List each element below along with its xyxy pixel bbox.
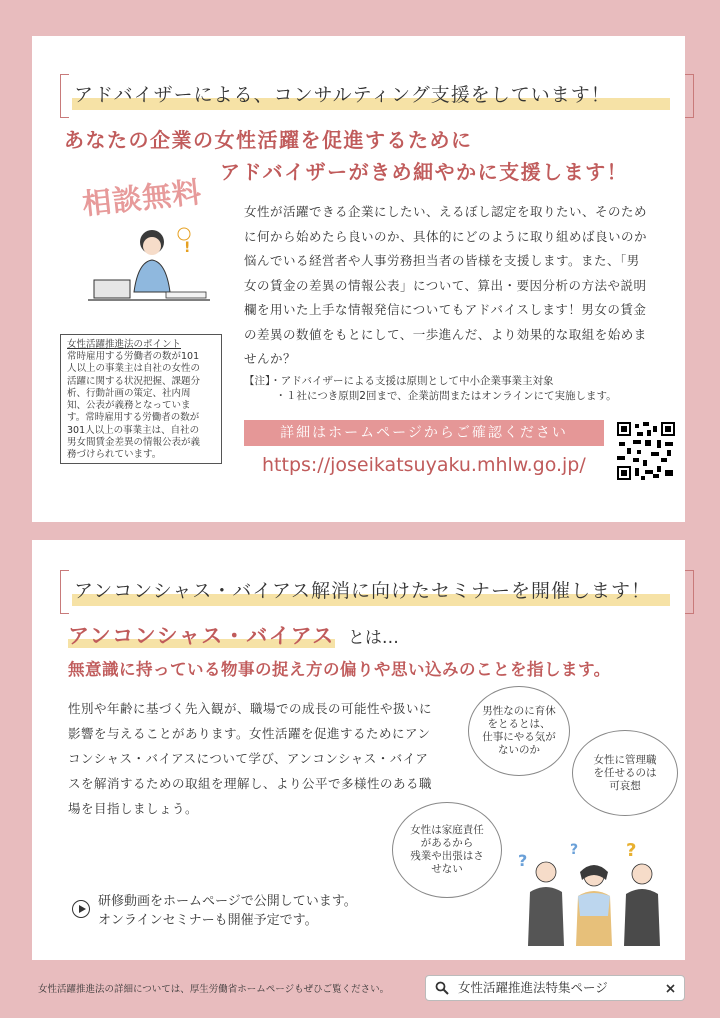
law-point-title: 女性活躍推進法のポイント bbox=[67, 339, 182, 350]
video-info bbox=[98, 892, 357, 930]
law-point-box bbox=[60, 334, 222, 464]
section2-title: アンコンシャス・バイアス解消に向けたセミナーを開催します！ bbox=[74, 580, 652, 602]
consultant-illustration bbox=[84, 222, 214, 312]
search-icon bbox=[435, 981, 449, 995]
bias-bubble-1: 男性なのに育休 をとるとは、 仕事にやる気が ないのか bbox=[468, 686, 570, 776]
video-line-2: オンラインセミナーも開催予定です。 bbox=[98, 913, 318, 928]
svg-text:!: ! bbox=[184, 240, 191, 256]
website-link[interactable]: https://joseikatsuyaku.mhlw.go.jp/ bbox=[262, 454, 586, 476]
footer-text: 女性活躍推進法の詳細については、厚生労働省ホームページもぜひご覧ください。 bbox=[38, 984, 390, 995]
definition-text: 無意識に持っている物事の捉え方の偏りや思い込みのことを指します。 bbox=[68, 660, 611, 679]
section1-title-box bbox=[66, 78, 670, 112]
section1-title: アドバイザーによる、コンサルティング支援をしています！ bbox=[74, 84, 611, 106]
consulting-panel bbox=[32, 36, 685, 522]
qr-code-icon[interactable] bbox=[617, 422, 675, 480]
section1-body: 女性が活躍できる企業にしたい、えるぼし認定を取りたい、そのため に何から始めたら良いのか、具体的にどのように取り組めば良いのか 悩んでいる経営者や人事労務担当者の皆様を支援します。また、「男 女の賃金の差異の情報公表」について、算出・要因分析の方法や説明 欄を用いた上手な情報発信についてもアドバイスします！男女の賃金 の差異の数値をもとにして、一歩進んだ、より効果的な取組を始めま せんか？ bbox=[244, 204, 648, 366]
seminar-panel bbox=[32, 540, 685, 960]
search-box[interactable] bbox=[425, 975, 685, 1001]
bias-bubble-3: 女性は家庭責任 があるから 残業や出張はさ せない bbox=[392, 802, 502, 898]
law-point-body: 常時雇用する労働者の数が101 人以上の事業主は自社の女性の 活躍に関する状況把握、課題分 析、行動計画の策定、社内周 知、公表が義務となっていま す。常時雇用する労働者の数が 301人以上の事業主は、自社の 男女間賃金差異の情報公表が義 務づけられています。 bbox=[67, 351, 201, 461]
term-suffix: とは… bbox=[347, 628, 399, 648]
term-heading bbox=[68, 620, 399, 650]
section2-title-box bbox=[66, 574, 670, 608]
video-line-1: 研修動画をホームページで公開しています。 bbox=[98, 894, 357, 909]
svg-text:?: ? bbox=[570, 842, 579, 858]
headline-line1: あなたの企業の女性活躍を促進するために bbox=[64, 128, 473, 152]
svg-text:?: ? bbox=[626, 840, 637, 861]
headline-line2: アドバイザーがきめ細やかに支援します！ bbox=[220, 160, 629, 184]
svg-text:?: ? bbox=[518, 851, 528, 870]
section1-note: 【注】・アドバイザーによる支援は原則として中小企業事業主対象 ・１社につき原則2回まで、企業訪問またはオンラインにて実施します。 bbox=[244, 375, 617, 402]
bias-bubble-2: 女性に管理職 を任せるのは 可哀想 bbox=[572, 730, 678, 816]
play-video-icon[interactable] bbox=[72, 900, 90, 918]
workers-illustration bbox=[508, 836, 678, 946]
section2-body: 性別や年齢に基づく先入観が、職場での成長の可能性や扱いに 影響を与えることがあります。女性活躍を促進するためにアン コンシャス・バイアスについて学び、アンコンシャス・バイア スを解消するための取組を理解し、より公平で多様性のある職 場を目指しましょう。 bbox=[68, 701, 433, 816]
close-icon[interactable] bbox=[666, 984, 675, 993]
term-word: アンコンシャス・バイアス bbox=[68, 624, 335, 648]
search-text: 女性活躍推進法特集ページ bbox=[458, 980, 608, 995]
free-consultation-badge: 相談無料 bbox=[80, 174, 204, 222]
detail-banner: 詳細はホームページからご確認ください bbox=[244, 420, 604, 446]
